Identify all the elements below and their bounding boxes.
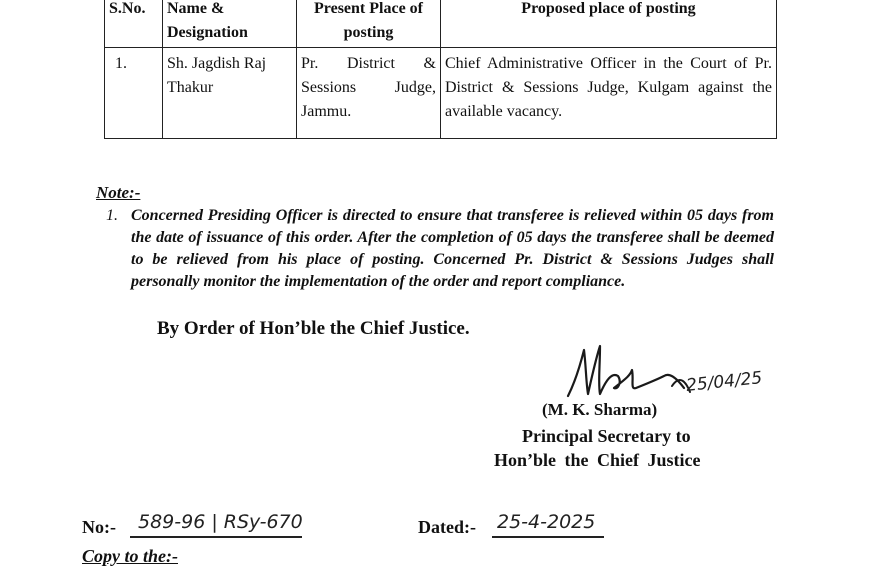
cell-proposed-posting: Chief Administrative Officer in the Court of Pr. District & Sessions Judge, Kulgam against the available vacancy. xyxy=(441,48,777,139)
cell-present-posting: Pr. District & Sessions Judge, Jammu. xyxy=(297,48,441,139)
header-proposed-posting: Proposed place of posting xyxy=(441,0,777,48)
copy-to-label: Copy to the:- xyxy=(82,546,178,566)
cell-name: Sh. Jagdish Raj Thakur xyxy=(163,48,297,139)
table-header-row xyxy=(105,0,777,48)
order-number-label: No:- xyxy=(82,517,116,537)
header-sno: S.No. xyxy=(105,0,163,48)
designation-line-2: Hon’ble the Chief Justice xyxy=(494,450,701,470)
order-number-value: 589-96 | RSy-670 xyxy=(138,511,303,533)
signer-name: (M. K. Sharma) xyxy=(542,400,658,419)
signature-stroke xyxy=(568,346,684,396)
note-label: Note:- xyxy=(96,183,141,202)
cell-sno: 1. xyxy=(105,48,163,139)
by-order-line: By Order of Hon’ble the Chief Justice. xyxy=(157,318,470,339)
designation-line-1: Principal Secretary to xyxy=(522,426,691,446)
dated-label: Dated:- xyxy=(418,517,476,537)
note-item-text: Concerned Presiding Officer is directed to ensure that transferee is relieved within 05 days from the date of issuance of this order. After the completion of 05 days the transferee shall be deemed to be relieved from his place of posting. Concerned Pr. District & Sessions Judges shall personally monitor the implementation of the order and report compliance. xyxy=(131,207,774,290)
note-item-number: 1. xyxy=(106,207,118,224)
order-number-underline xyxy=(130,536,302,538)
header-present-posting: Present Place of posting xyxy=(297,0,441,48)
signature-date: 25/04/25 xyxy=(685,368,764,396)
posting-table xyxy=(104,0,777,139)
dated-underline xyxy=(492,536,604,538)
dated-value: 25-4-2025 xyxy=(497,511,596,533)
header-name: Name & Designation xyxy=(163,0,297,48)
table-row xyxy=(105,48,777,139)
